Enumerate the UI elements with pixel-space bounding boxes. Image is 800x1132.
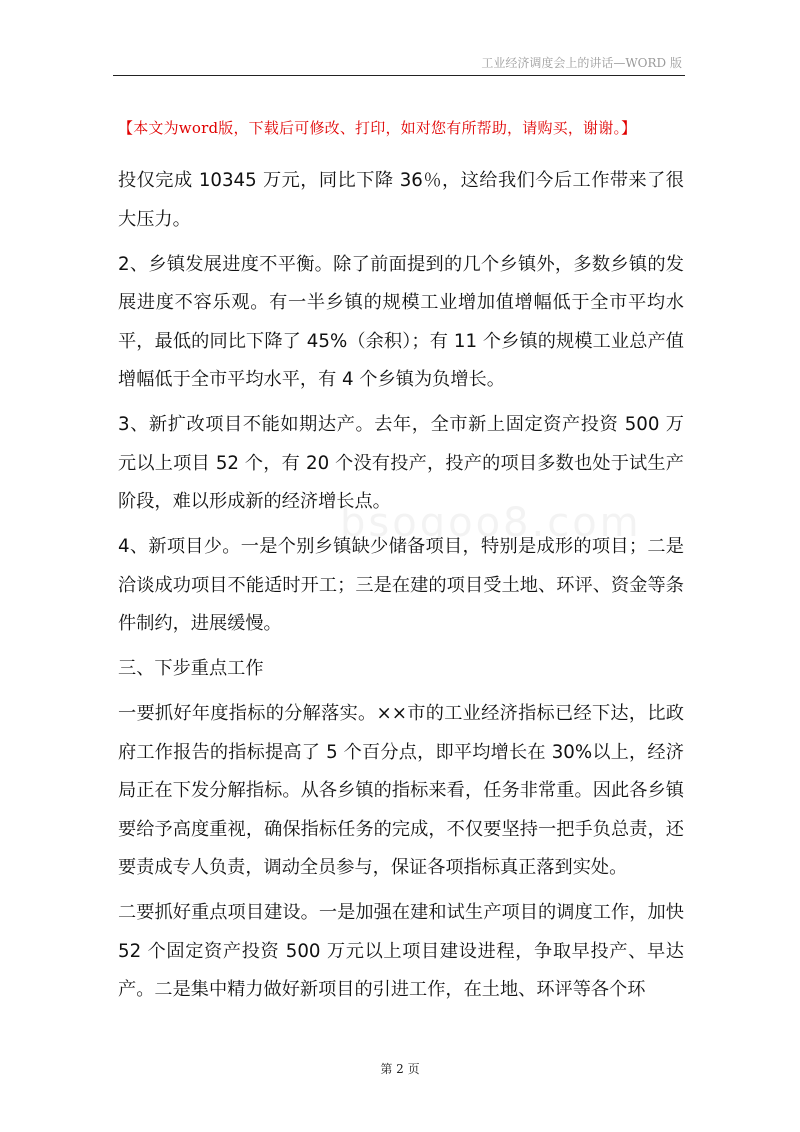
paragraph: 3、新扩改项目不能如期达产。去年，全市新上固定资产投资 500 万元以上项目 52 个，有 20 个没有投产，投产的项目多数也处于试生产阶段，难以形成新的经济增长点。 <box>118 414 684 512</box>
paragraph: 二要抓好重点项目建设。一是加强在建和试生产项目的调度工作，加快 52 个固定资产投资 500 万元以上项目建设进程，争取早投产、早达产。二是集中精力做好新项目的引进工作，在土地、环评等各个环 <box>118 902 684 1000</box>
paragraph: 投仅完成 10345 万元，同比下降 36％，这给我们今后工作带来了很大压力。 <box>118 170 684 230</box>
paragraph: 2、乡镇发展进度不平衡。除了前面提到的几个乡镇外，多数乡镇的发展进度不容乐观。有一半乡镇的规模工业增加值增幅低于全市平均水平，最低的同比下降了 45%（余积）；有 11 个乡镇的规模工业总产值增幅低于全市平均水平，有 4 个乡镇为负增长。 <box>118 253 684 390</box>
section-heading: 三、下步重点工作 <box>118 658 264 679</box>
purchase-notice: 【本文为word版，下载后可修改、打印，如对您有所帮助，请购买，谢谢。】 <box>118 119 637 137</box>
page-header <box>0 0 800 80</box>
paragraph: 4、新项目少。一是个别乡镇缺少储备项目，特别是成形的项目；二是洽谈成功项目不能适时开工；三是在建的项目受土地、环评、资金等条件制约，进展缓慢。 <box>118 536 684 634</box>
paragraph: 一要抓好年度指标的分解落实。××市的工业经济指标已经下达，比政府工作报告的指标提高了 5 个百分点，即平均增长在 30%以上，经济局正在下发分解指标。从各乡镇的指标来看，任务非常重。因此各乡镇要给予高度重视，确保指标任务的完成，不仅要坚持一把手负总责，还要责成专人负责，调动全员参与，保证各项指标真正落到实处。 <box>118 703 684 878</box>
watermark: bsogoo8.com <box>340 500 642 546</box>
header-title: 工业经济调度会上的讲话—WORD 版 <box>481 56 682 70</box>
document-body <box>118 162 684 1016</box>
header-divider <box>113 75 685 76</box>
page-number: 第 2 页 <box>380 1062 420 1076</box>
